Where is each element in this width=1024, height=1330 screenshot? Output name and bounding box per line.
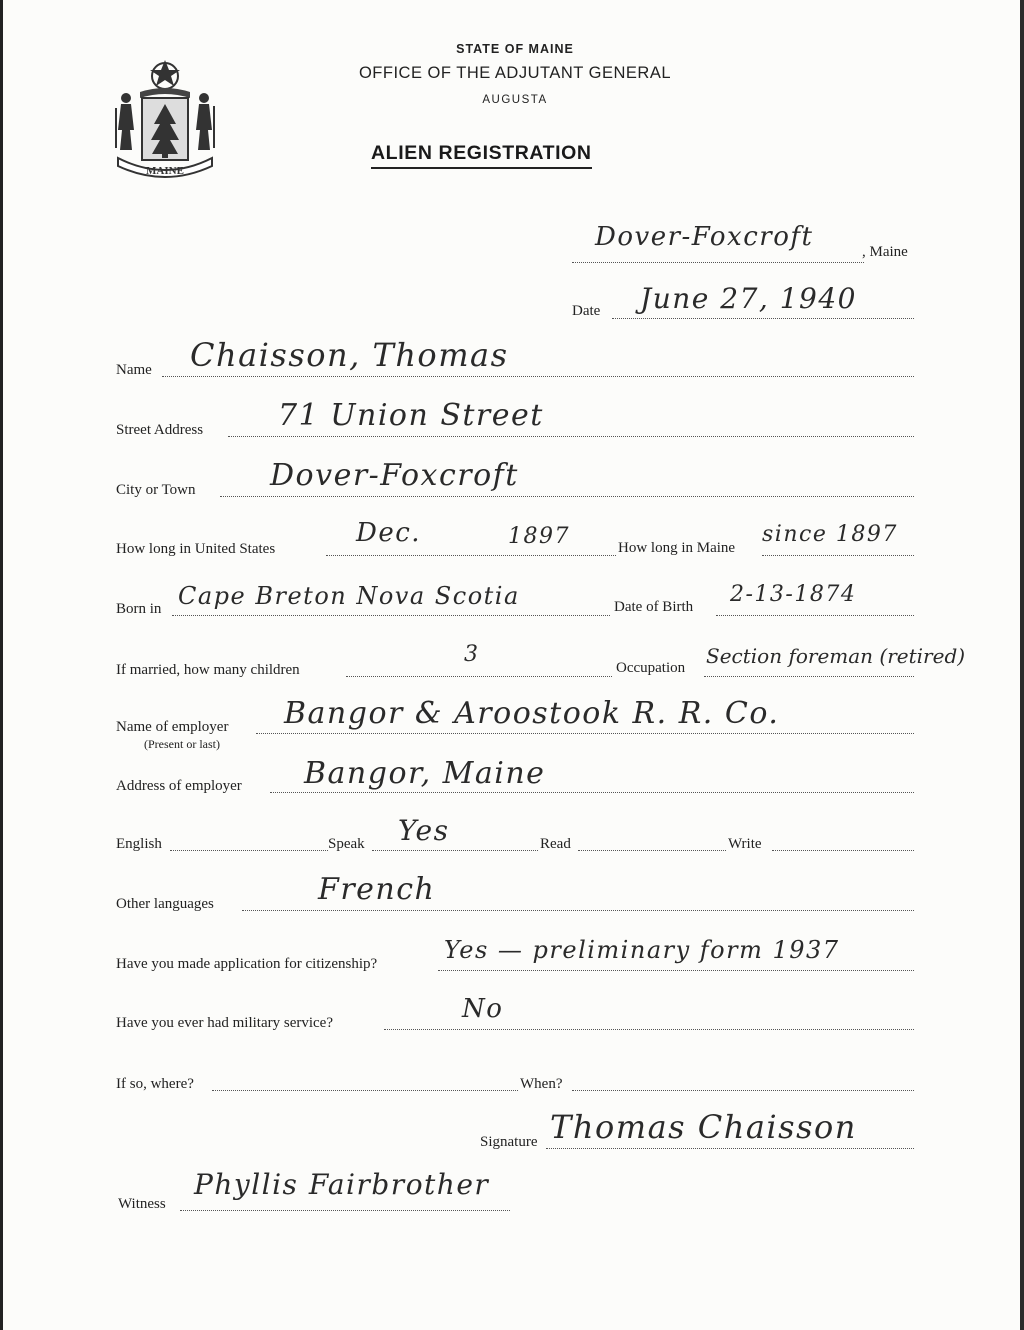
us-value-month: Dec. xyxy=(356,518,422,548)
us-value-year: 1897 xyxy=(508,524,570,549)
form-title: ALIEN REGISTRATION xyxy=(371,142,592,169)
town-value: Dover-Foxcroft xyxy=(595,222,814,252)
write-label: Write xyxy=(728,836,762,852)
date-label: Date xyxy=(572,303,601,319)
born-label: Born in xyxy=(116,601,162,617)
street-value: 71 Union Street xyxy=(278,398,544,433)
city-label: City or Town xyxy=(116,482,196,498)
occupation-label: Occupation xyxy=(616,660,686,676)
citizenship-line xyxy=(438,970,914,971)
speak-label: Speak xyxy=(328,836,365,852)
us-line xyxy=(326,555,616,556)
english-line xyxy=(170,850,328,851)
employer-address-label: Address of employer xyxy=(116,778,242,794)
date-line xyxy=(612,318,914,319)
military-label: Have you ever had military service? xyxy=(116,1015,333,1031)
write-line xyxy=(772,850,914,851)
military-value: No xyxy=(462,994,504,1024)
signature-line xyxy=(546,1148,914,1149)
header-city: AUGUSTA xyxy=(482,94,548,106)
town-line xyxy=(572,262,864,263)
state-seal-icon xyxy=(112,58,218,182)
born-value: Cape Breton Nova Scotia xyxy=(178,582,520,610)
employer-value: Bangor & Aroostook R. R. Co. xyxy=(284,696,780,731)
where-label: If so, where? xyxy=(116,1076,194,1092)
maine-label: How long in Maine xyxy=(618,540,736,556)
name-line xyxy=(162,376,914,377)
town-suffix: , Maine xyxy=(862,244,908,260)
name-label: Name xyxy=(116,362,152,378)
header-office: OFFICE OF THE ADJUTANT GENERAL xyxy=(358,64,672,82)
dob-label: Date of Birth xyxy=(614,599,694,615)
city-value: Dover-Foxcroft xyxy=(270,458,519,493)
employer-label: Name of employer xyxy=(116,719,229,735)
maine-value: since 1897 xyxy=(762,522,898,547)
read-label: Read xyxy=(540,836,571,852)
military-line xyxy=(384,1029,914,1030)
speak-line xyxy=(372,850,538,851)
left-border xyxy=(0,0,3,1330)
right-border xyxy=(1020,0,1024,1330)
english-label: English xyxy=(116,836,162,852)
other-languages-label: Other languages xyxy=(116,896,214,912)
dob-line xyxy=(716,615,914,616)
witness-line xyxy=(180,1210,510,1211)
speak-value: Yes xyxy=(398,814,450,847)
other-languages-line xyxy=(242,910,914,911)
born-line xyxy=(172,615,610,616)
employer-address-line xyxy=(270,792,914,793)
maine-line xyxy=(762,555,914,556)
dob-value: 2-13-1874 xyxy=(730,582,857,607)
when-line xyxy=(572,1090,914,1091)
where-line xyxy=(212,1090,518,1091)
citizenship-label: Have you made application for citizenship? xyxy=(116,956,378,972)
seal-text: MAINE xyxy=(146,165,184,177)
street-line xyxy=(228,436,914,437)
signature-value: Thomas Chaisson xyxy=(550,1108,857,1146)
witness-label: Witness xyxy=(118,1196,166,1212)
header-state: STATE OF MAINE xyxy=(456,42,574,56)
other-languages-value: French xyxy=(318,872,436,907)
occupation-line xyxy=(704,676,914,677)
employer-line xyxy=(256,733,914,734)
signature-label: Signature xyxy=(480,1134,538,1150)
employer-address-value: Bangor, Maine xyxy=(304,756,546,791)
date-value: June 27, 1940 xyxy=(640,282,857,315)
occupation-value: Section foreman (retired) xyxy=(706,644,966,668)
read-line xyxy=(578,850,726,851)
us-label: How long in United States xyxy=(116,541,276,557)
citizenship-value: Yes — preliminary form 1937 xyxy=(444,936,840,964)
when-label: When? xyxy=(520,1076,563,1092)
children-line xyxy=(346,676,612,677)
children-value: 3 xyxy=(464,642,480,667)
city-line xyxy=(220,496,914,497)
children-label: If married, how many children xyxy=(116,662,300,678)
witness-value: Phyllis Fairbrother xyxy=(194,1168,490,1201)
name-value: Chaisson, Thomas xyxy=(190,336,509,374)
street-label: Street Address xyxy=(116,422,204,438)
employer-sublabel: (Present or last) xyxy=(144,737,220,751)
